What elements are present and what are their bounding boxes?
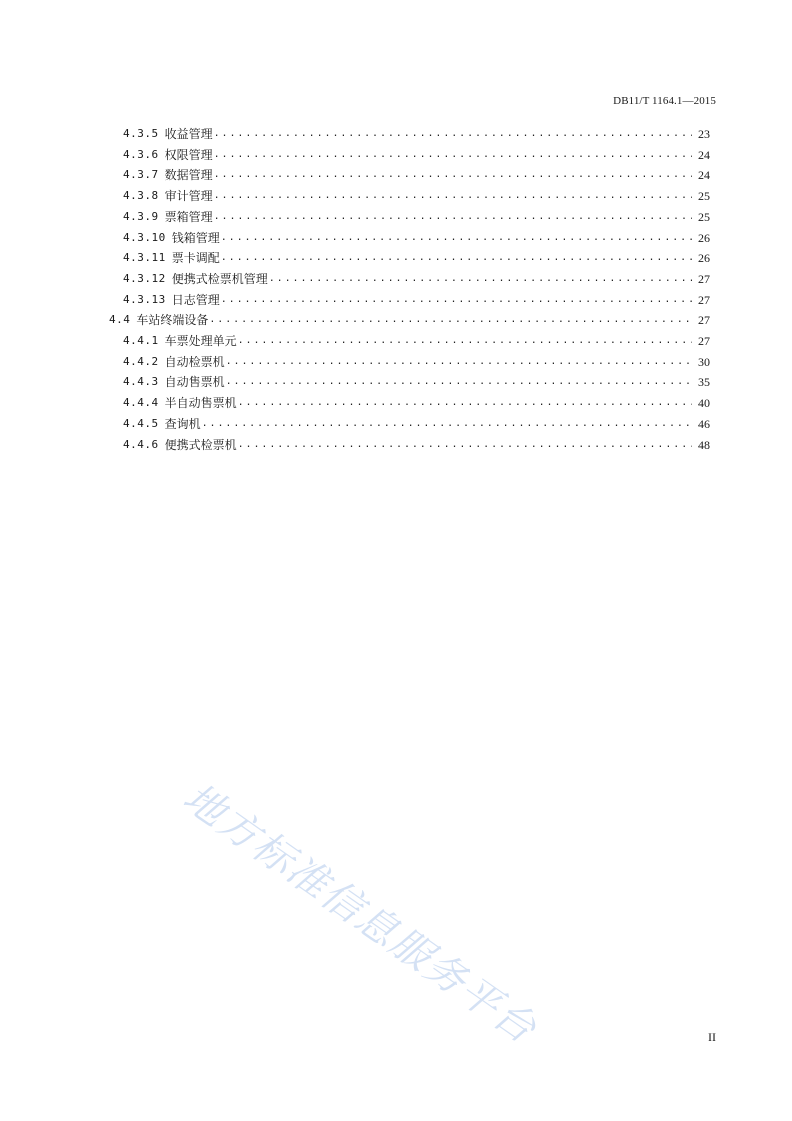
toc-entry-title: 自动售票机	[164, 375, 225, 390]
toc-entry-page: 48	[698, 437, 710, 452]
toc-entry-title: 收益管理	[164, 127, 213, 141]
toc-leader-dots	[214, 207, 692, 227]
toc-entry-title: 车站终端设备	[136, 313, 209, 328]
toc-entry-number: 4.4.4	[123, 396, 159, 410]
toc-entry[interactable]	[123, 269, 710, 289]
toc-leader-dots	[269, 269, 692, 289]
toc-leader-dots	[221, 228, 692, 248]
toc-leader-dots	[221, 248, 692, 268]
toc-entry-page: 46	[698, 416, 710, 431]
toc-entry[interactable]	[123, 372, 710, 392]
toc-leader-dots	[202, 414, 692, 434]
toc-entry-number: 4.3.12	[123, 271, 166, 285]
toc-entry-page: 40	[698, 396, 710, 411]
toc-entry[interactable]	[123, 435, 710, 455]
toc-entry[interactable]	[123, 207, 710, 227]
toc-entry-title: 票箱管理	[164, 209, 213, 224]
toc-leader-dots	[209, 310, 692, 330]
toc-entry-title: 权限管理	[164, 147, 213, 162]
toc-entry-number: 4.4	[109, 313, 131, 327]
toc-entry-number: 4.3.5	[123, 127, 159, 140]
toc-entry[interactable]	[123, 414, 710, 434]
toc-entry[interactable]	[123, 228, 710, 248]
toc-entry-page: 26	[698, 230, 710, 245]
watermark: 地方标准信息服务平台	[174, 774, 546, 1054]
toc-entry-page: 26	[698, 251, 710, 266]
toc-entry-title: 查询机	[164, 416, 201, 431]
toc-entry[interactable]	[123, 186, 710, 206]
toc-entry-number: 4.4.1	[123, 334, 159, 347]
toc-leader-dots	[238, 393, 692, 413]
toc-entry-page: 27	[698, 271, 710, 286]
toc-entry-page: 23	[698, 127, 710, 141]
toc-entry-page: 35	[698, 375, 710, 390]
toc-entry-number: 4.4.6	[123, 437, 159, 451]
toc-entry-page: 30	[698, 354, 710, 369]
toc-entry-title: 半自动售票机	[164, 396, 237, 411]
toc-leader-dots	[214, 165, 692, 185]
toc-entry[interactable]	[123, 393, 710, 413]
toc-entry-page: 25	[698, 209, 710, 224]
toc-entry-number: 4.4.2	[123, 354, 159, 368]
toc-leader-dots	[226, 372, 692, 392]
document-code: DB11/T 1164.1—2015	[613, 95, 716, 107]
toc-entry-title: 数据管理	[164, 168, 213, 183]
toc-entry-number: 4.4.5	[123, 416, 159, 430]
toc-entry[interactable]	[123, 331, 710, 351]
toc-leader-dots	[238, 435, 692, 455]
toc-entry-number: 4.3.10	[123, 230, 166, 244]
toc-entry-page: 27	[698, 292, 710, 307]
toc-entry-number: 4.3.9	[123, 209, 159, 223]
toc-entry[interactable]	[123, 352, 710, 372]
toc-leader-dots	[238, 331, 692, 351]
toc-entry[interactable]	[123, 165, 710, 185]
toc-entry-page: 27	[698, 334, 710, 348]
toc-entry-number: 4.4.3	[123, 375, 159, 389]
toc-entry[interactable]	[123, 124, 710, 144]
toc-entry-title: 自动检票机	[164, 354, 225, 369]
toc-entry-number: 4.3.11	[123, 251, 166, 265]
page-number: II	[708, 1030, 716, 1044]
toc-entry-page: 24	[698, 168, 710, 183]
toc-entry-title: 车票处理单元	[164, 334, 237, 348]
toc-entry-title: 日志管理	[171, 292, 220, 307]
toc-entry-title: 钱箱管理	[171, 230, 220, 245]
toc-entry-title: 审计管理	[164, 189, 213, 204]
toc-leader-dots	[214, 124, 692, 144]
toc-entry[interactable]	[109, 310, 710, 330]
toc-leader-dots	[221, 290, 692, 310]
toc-entry-number: 4.3.8	[123, 189, 159, 203]
toc-entry-page: 24	[698, 147, 710, 162]
toc-leader-dots	[214, 186, 692, 206]
toc-entry-number: 4.3.13	[123, 292, 166, 306]
toc-entry-title: 便携式检票机管理	[171, 271, 268, 286]
toc-entry[interactable]	[123, 248, 710, 268]
toc-entry-title: 便携式检票机	[164, 437, 237, 452]
toc-entry[interactable]	[123, 145, 710, 165]
toc-leader-dots	[226, 352, 692, 372]
toc-leader-dots	[214, 145, 692, 165]
toc-entry[interactable]	[123, 290, 710, 310]
toc-entry-page: 27	[698, 313, 710, 328]
toc-entry-title: 票卡调配	[171, 251, 220, 266]
toc-entry-page: 25	[698, 189, 710, 204]
toc-entry-number: 4.3.7	[123, 168, 159, 182]
toc-entry-number: 4.3.6	[123, 147, 159, 161]
